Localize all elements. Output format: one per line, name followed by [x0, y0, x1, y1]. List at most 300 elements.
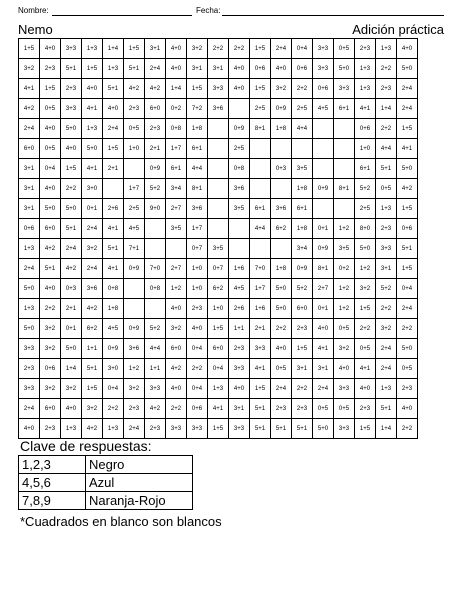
grid-cell[interactable]: 0+1 [313, 219, 334, 239]
grid-cell[interactable]: 0+4 [187, 339, 208, 359]
grid-cell[interactable]: 2+4 [19, 399, 40, 419]
grid-cell[interactable]: 1+7 [166, 139, 187, 159]
grid-cell[interactable]: 5+0 [61, 119, 82, 139]
grid-cell[interactable] [313, 199, 334, 219]
grid-cell[interactable]: 0+3 [271, 159, 292, 179]
grid-cell[interactable]: 2+1 [145, 139, 166, 159]
grid-cell[interactable]: 6+0 [40, 219, 61, 239]
grid-cell[interactable] [313, 159, 334, 179]
grid-cell[interactable] [166, 239, 187, 259]
grid-cell[interactable]: 0+9 [103, 339, 124, 359]
grid-cell[interactable] [208, 199, 229, 219]
grid-cell[interactable] [145, 219, 166, 239]
grid-cell[interactable]: 4+1 [250, 359, 271, 379]
grid-cell[interactable] [103, 179, 124, 199]
grid-cell[interactable] [313, 139, 334, 159]
grid-cell[interactable]: 1+5 [250, 39, 271, 59]
grid-cell[interactable]: 4+0 [40, 119, 61, 139]
grid-cell[interactable]: 3+3 [229, 419, 250, 439]
grid-cell[interactable]: 1+8 [187, 119, 208, 139]
grid-cell[interactable]: 1+5 [292, 339, 313, 359]
grid-cell[interactable]: 3+3 [19, 379, 40, 399]
grid-cell[interactable]: 0+9 [313, 179, 334, 199]
grid-cell[interactable]: 4+1 [208, 399, 229, 419]
grid-cell[interactable]: 5+0 [82, 139, 103, 159]
grid-cell[interactable]: 2+4 [61, 239, 82, 259]
grid-cell[interactable]: 1+3 [376, 39, 397, 59]
grid-cell[interactable]: 0+8 [103, 279, 124, 299]
grid-cell[interactable]: 4+5 [313, 99, 334, 119]
grid-cell[interactable]: 6+1 [250, 199, 271, 219]
grid-cell[interactable]: 3+3 [313, 39, 334, 59]
grid-cell[interactable]: 3+5 [334, 239, 355, 259]
grid-cell[interactable] [250, 139, 271, 159]
grid-cell[interactable]: 0+5 [313, 399, 334, 419]
grid-cell[interactable]: 0+6 [250, 59, 271, 79]
grid-cell[interactable]: 4+2 [166, 359, 187, 379]
grid-cell[interactable]: 3+1 [208, 59, 229, 79]
grid-cell[interactable]: 4+2 [124, 79, 145, 99]
grid-cell[interactable]: 3+3 [208, 79, 229, 99]
grid-cell[interactable]: 4+1 [82, 99, 103, 119]
grid-cell[interactable]: 4+1 [103, 219, 124, 239]
grid-cell[interactable]: 0+7 [208, 259, 229, 279]
grid-cell[interactable]: 4+0 [61, 139, 82, 159]
grid-cell[interactable]: 3+2 [376, 319, 397, 339]
grid-cell[interactable]: 1+0 [187, 279, 208, 299]
grid-cell[interactable]: 9+0 [145, 199, 166, 219]
grid-cell[interactable]: 0+4 [103, 379, 124, 399]
grid-cell[interactable]: 2+2 [376, 59, 397, 79]
name-line[interactable] [52, 15, 192, 16]
grid-cell[interactable] [334, 139, 355, 159]
grid-cell[interactable]: 4+4 [292, 119, 313, 139]
grid-cell[interactable]: 4+0 [166, 379, 187, 399]
grid-cell[interactable]: 2+5 [355, 199, 376, 219]
grid-cell[interactable]: 2+3 [376, 79, 397, 99]
grid-cell[interactable]: 0+6 [397, 219, 418, 239]
grid-cell[interactable]: 3+2 [271, 79, 292, 99]
grid-cell[interactable]: 4+1 [103, 259, 124, 279]
grid-cell[interactable]: 2+2 [187, 359, 208, 379]
grid-cell[interactable]: 2+2 [40, 299, 61, 319]
grid-cell[interactable]: 5+1 [397, 239, 418, 259]
grid-cell[interactable]: 1+2 [334, 299, 355, 319]
grid-cell[interactable]: 0+2 [334, 259, 355, 279]
grid-cell[interactable]: 6+2 [82, 319, 103, 339]
grid-cell[interactable]: 0+9 [313, 239, 334, 259]
grid-cell[interactable]: 1+2 [334, 279, 355, 299]
grid-cell[interactable]: 3+3 [334, 419, 355, 439]
grid-cell[interactable]: 6+2 [208, 279, 229, 299]
grid-cell[interactable]: 0+4 [397, 279, 418, 299]
grid-cell[interactable]: 2+2 [103, 399, 124, 419]
grid-cell[interactable]: 5+1 [250, 419, 271, 439]
grid-cell[interactable]: 1+0 [208, 299, 229, 319]
grid-cell[interactable]: 5+1 [271, 419, 292, 439]
grid-cell[interactable]: 4+5 [229, 279, 250, 299]
grid-cell[interactable]: 1+2 [166, 279, 187, 299]
grid-cell[interactable] [208, 159, 229, 179]
grid-cell[interactable]: 2+1 [250, 319, 271, 339]
grid-cell[interactable]: 0+5 [124, 119, 145, 139]
date-line[interactable] [222, 15, 444, 16]
grid-cell[interactable]: 1+3 [103, 59, 124, 79]
grid-cell[interactable]: 1+2 [355, 259, 376, 279]
grid-cell[interactable]: 4+0 [19, 419, 40, 439]
grid-cell[interactable]: 3+1 [19, 199, 40, 219]
grid-cell[interactable]: 0+8 [145, 279, 166, 299]
grid-cell[interactable]: 3+2 [166, 319, 187, 339]
grid-cell[interactable]: 2+4 [103, 119, 124, 139]
grid-cell[interactable]: 3+3 [313, 59, 334, 79]
grid-cell[interactable]: 3+1 [313, 359, 334, 379]
grid-cell[interactable]: 0+4 [187, 379, 208, 399]
grid-cell[interactable]: 3+6 [208, 99, 229, 119]
grid-cell[interactable]: 1+3 [355, 59, 376, 79]
grid-cell[interactable]: 5+0 [334, 59, 355, 79]
grid-cell[interactable]: 2+3 [124, 399, 145, 419]
grid-cell[interactable]: 0+6 [313, 79, 334, 99]
grid-cell[interactable] [250, 239, 271, 259]
grid-cell[interactable]: 4+2 [145, 399, 166, 419]
grid-cell[interactable]: 3+1 [376, 259, 397, 279]
grid-cell[interactable]: 2+3 [187, 299, 208, 319]
grid-cell[interactable]: 1+4 [376, 419, 397, 439]
grid-cell[interactable]: 4+0 [397, 39, 418, 59]
grid-cell[interactable]: 2+1 [61, 299, 82, 319]
grid-cell[interactable]: 8+1 [250, 119, 271, 139]
grid-cell[interactable]: 4+5 [124, 219, 145, 239]
grid-cell[interactable]: 4+1 [313, 339, 334, 359]
grid-cell[interactable]: 1+8 [292, 219, 313, 239]
grid-cell[interactable]: 3+1 [229, 399, 250, 419]
grid-cell[interactable] [208, 219, 229, 239]
grid-cell[interactable]: 1+8 [103, 299, 124, 319]
grid-cell[interactable]: 3+5 [229, 199, 250, 219]
grid-cell[interactable]: 3+4 [166, 179, 187, 199]
grid-cell[interactable]: 2+3 [229, 339, 250, 359]
grid-cell[interactable]: 3+5 [208, 239, 229, 259]
grid-cell[interactable]: 1+3 [82, 39, 103, 59]
grid-cell[interactable]: 3+6 [82, 279, 103, 299]
grid-cell[interactable]: 3+1 [292, 359, 313, 379]
grid-cell[interactable] [334, 119, 355, 139]
grid-cell[interactable]: 5+1 [124, 59, 145, 79]
grid-cell[interactable] [292, 139, 313, 159]
grid-cell[interactable] [313, 119, 334, 139]
grid-cell[interactable]: 2+4 [124, 419, 145, 439]
grid-cell[interactable]: 0+1 [82, 199, 103, 219]
grid-cell[interactable]: 2+4 [19, 259, 40, 279]
grid-cell[interactable]: 3+3 [187, 419, 208, 439]
grid-cell[interactable]: 2+3 [355, 399, 376, 419]
grid-cell[interactable]: 3+2 [40, 379, 61, 399]
grid-cell[interactable]: 3+1 [19, 159, 40, 179]
grid-cell[interactable]: 1+3 [376, 199, 397, 219]
grid-cell[interactable]: 2+5 [250, 99, 271, 119]
grid-cell[interactable]: 5+1 [61, 59, 82, 79]
grid-cell[interactable]: 2+4 [376, 339, 397, 359]
grid-cell[interactable]: 0+5 [334, 399, 355, 419]
grid-cell[interactable]: 0+6 [292, 59, 313, 79]
grid-cell[interactable]: 7+0 [145, 259, 166, 279]
grid-cell[interactable]: 6+2 [271, 219, 292, 239]
grid-cell[interactable]: 5+0 [19, 319, 40, 339]
grid-cell[interactable] [334, 159, 355, 179]
grid-cell[interactable]: 2+4 [397, 79, 418, 99]
grid-cell[interactable]: 2+2 [355, 319, 376, 339]
grid-cell[interactable]: 0+9 [292, 259, 313, 279]
grid-cell[interactable]: 0+5 [40, 139, 61, 159]
grid-cell[interactable]: 2+3 [355, 39, 376, 59]
grid-cell[interactable]: 4+1 [355, 99, 376, 119]
grid-cell[interactable]: 0+9 [229, 119, 250, 139]
grid-cell[interactable]: 3+0 [82, 179, 103, 199]
grid-cell[interactable]: 4+2 [61, 259, 82, 279]
grid-cell[interactable]: 2+3 [124, 99, 145, 119]
grid-cell[interactable]: 4+2 [145, 79, 166, 99]
grid-cell[interactable]: 1+5 [208, 419, 229, 439]
grid-cell[interactable]: 1+5 [124, 39, 145, 59]
grid-cell[interactable] [124, 279, 145, 299]
grid-cell[interactable]: 1+5 [397, 199, 418, 219]
grid-cell[interactable]: 4+0 [229, 79, 250, 99]
grid-cell[interactable]: 1+3 [208, 379, 229, 399]
grid-cell[interactable]: 6+1 [166, 159, 187, 179]
grid-cell[interactable]: 5+0 [61, 339, 82, 359]
grid-cell[interactable]: 4+0 [271, 339, 292, 359]
grid-cell[interactable]: 2+2 [166, 399, 187, 419]
grid-cell[interactable]: 4+2 [82, 299, 103, 319]
grid-cell[interactable]: 3+3 [250, 339, 271, 359]
grid-cell[interactable] [229, 99, 250, 119]
grid-cell[interactable]: 2+3 [19, 359, 40, 379]
grid-cell[interactable]: 1+8 [271, 119, 292, 139]
grid-cell[interactable]: 4+0 [397, 399, 418, 419]
grid-cell[interactable]: 4+1 [19, 79, 40, 99]
grid-cell[interactable]: 1+4 [166, 79, 187, 99]
grid-cell[interactable]: 4+0 [313, 319, 334, 339]
grid-cell[interactable]: 1+5 [355, 419, 376, 439]
grid-cell[interactable]: 3+3 [376, 239, 397, 259]
grid-cell[interactable]: 6+0 [166, 339, 187, 359]
grid-cell[interactable]: 8+1 [334, 179, 355, 199]
grid-cell[interactable]: 1+3 [19, 239, 40, 259]
grid-cell[interactable]: 4+1 [355, 359, 376, 379]
grid-cell[interactable] [334, 199, 355, 219]
grid-cell[interactable]: 6+0 [208, 339, 229, 359]
grid-cell[interactable]: 6+0 [292, 299, 313, 319]
grid-cell[interactable]: 5+1 [103, 79, 124, 99]
grid-cell[interactable]: 1+5 [250, 79, 271, 99]
grid-cell[interactable]: 6+0 [19, 139, 40, 159]
grid-cell[interactable]: 1+5 [61, 159, 82, 179]
grid-cell[interactable]: 1+3 [61, 419, 82, 439]
grid-cell[interactable]: 2+7 [313, 279, 334, 299]
grid-cell[interactable]: 3+6 [229, 179, 250, 199]
grid-cell[interactable]: 1+5 [397, 119, 418, 139]
grid-cell[interactable]: 4+0 [166, 59, 187, 79]
grid-cell[interactable]: 0+4 [208, 359, 229, 379]
grid-cell[interactable]: 2+2 [397, 319, 418, 339]
grid-cell[interactable] [229, 219, 250, 239]
grid-cell[interactable]: 3+3 [145, 379, 166, 399]
grid-cell[interactable]: 2+4 [313, 379, 334, 399]
grid-cell[interactable]: 0+9 [124, 319, 145, 339]
grid-cell[interactable] [271, 239, 292, 259]
grid-cell[interactable]: 5+0 [397, 59, 418, 79]
grid-cell[interactable]: 6+1 [355, 159, 376, 179]
grid-cell[interactable]: 3+2 [19, 59, 40, 79]
grid-cell[interactable]: 0+5 [397, 359, 418, 379]
grid-cell[interactable]: 3+2 [187, 39, 208, 59]
grid-cell[interactable]: 1+4 [61, 359, 82, 379]
grid-cell[interactable]: 4+2 [19, 99, 40, 119]
grid-cell[interactable]: 0+5 [376, 179, 397, 199]
grid-cell[interactable] [208, 179, 229, 199]
grid-cell[interactable]: 3+6 [271, 199, 292, 219]
grid-cell[interactable]: 3+2 [334, 339, 355, 359]
grid-cell[interactable]: 5+0 [313, 419, 334, 439]
grid-cell[interactable]: 3+6 [187, 199, 208, 219]
grid-cell[interactable]: 6+1 [187, 139, 208, 159]
grid-cell[interactable]: 5+2 [355, 179, 376, 199]
grid-cell[interactable]: 1+6 [229, 259, 250, 279]
grid-cell[interactable]: 3+1 [187, 59, 208, 79]
grid-cell[interactable]: 2+3 [61, 79, 82, 99]
grid-cell[interactable]: 1+5 [187, 79, 208, 99]
grid-cell[interactable]: 0+6 [19, 219, 40, 239]
grid-cell[interactable]: 8+1 [313, 259, 334, 279]
grid-cell[interactable]: 2+7 [166, 199, 187, 219]
grid-cell[interactable]: 5+0 [355, 239, 376, 259]
grid-cell[interactable]: 1+5 [103, 139, 124, 159]
grid-cell[interactable]: 4+4 [145, 339, 166, 359]
grid-cell[interactable]: 2+3 [271, 399, 292, 419]
grid-cell[interactable]: 3+3 [334, 79, 355, 99]
grid-cell[interactable]: 1+0 [187, 259, 208, 279]
grid-cell[interactable]: 5+1 [40, 259, 61, 279]
grid-cell[interactable]: 1+8 [292, 179, 313, 199]
grid-cell[interactable]: 6+0 [145, 99, 166, 119]
grid-cell[interactable]: 1+1 [229, 319, 250, 339]
grid-cell[interactable]: 2+2 [61, 179, 82, 199]
grid-cell[interactable]: 1+7 [250, 279, 271, 299]
grid-cell[interactable]: 4+5 [103, 319, 124, 339]
grid-cell[interactable]: 4+2 [40, 239, 61, 259]
grid-cell[interactable]: 2+3 [145, 419, 166, 439]
grid-cell[interactable]: 1+3 [19, 299, 40, 319]
grid-cell[interactable]: 2+1 [103, 159, 124, 179]
grid-cell[interactable] [208, 139, 229, 159]
grid-cell[interactable]: 5+1 [61, 219, 82, 239]
grid-cell[interactable]: 1+4 [376, 99, 397, 119]
grid-cell[interactable]: 0+5 [334, 319, 355, 339]
grid-cell[interactable]: 0+6 [355, 119, 376, 139]
grid-cell[interactable]: 2+2 [208, 39, 229, 59]
grid-cell[interactable]: 1+6 [250, 299, 271, 319]
grid-cell[interactable]: 1+5 [250, 379, 271, 399]
grid-cell[interactable]: 4+2 [82, 419, 103, 439]
grid-cell[interactable]: 6+1 [292, 199, 313, 219]
grid-cell[interactable]: 5+2 [292, 279, 313, 299]
grid-cell[interactable]: 2+2 [229, 39, 250, 59]
grid-cell[interactable]: 4+0 [166, 299, 187, 319]
grid-cell[interactable]: 2+3 [145, 119, 166, 139]
grid-cell[interactable]: 2+2 [271, 319, 292, 339]
grid-cell[interactable]: 2+2 [397, 419, 418, 439]
grid-cell[interactable]: 3+3 [166, 419, 187, 439]
grid-cell[interactable]: 1+8 [271, 259, 292, 279]
grid-cell[interactable]: 2+4 [82, 259, 103, 279]
grid-cell[interactable]: 2+4 [19, 119, 40, 139]
grid-cell[interactable]: 3+5 [292, 159, 313, 179]
grid-cell[interactable]: 4+0 [40, 279, 61, 299]
grid-cell[interactable]: 2+4 [82, 219, 103, 239]
grid-cell[interactable]: 2+2 [376, 119, 397, 139]
grid-cell[interactable]: 3+1 [19, 179, 40, 199]
grid-cell[interactable] [124, 299, 145, 319]
grid-cell[interactable]: 1+2 [334, 219, 355, 239]
grid-cell[interactable]: 3+2 [40, 339, 61, 359]
grid-cell[interactable]: 6+1 [334, 99, 355, 119]
grid-cell[interactable]: 2+4 [397, 99, 418, 119]
grid-cell[interactable]: 1+1 [82, 339, 103, 359]
grid-cell[interactable]: 1+3 [82, 119, 103, 139]
grid-cell[interactable]: 4+4 [250, 219, 271, 239]
grid-cell[interactable]: 4+2 [397, 179, 418, 199]
grid-cell[interactable]: 3+6 [124, 339, 145, 359]
grid-cell[interactable]: 4+0 [166, 39, 187, 59]
grid-cell[interactable]: 0+9 [271, 99, 292, 119]
grid-cell[interactable]: 3+2 [82, 399, 103, 419]
grid-cell[interactable]: 0+9 [145, 159, 166, 179]
grid-cell[interactable]: 5+0 [19, 279, 40, 299]
grid-cell[interactable]: 1+3 [103, 419, 124, 439]
grid-cell[interactable]: 3+3 [19, 339, 40, 359]
grid-cell[interactable]: 2+6 [103, 199, 124, 219]
grid-cell[interactable]: 4+0 [334, 359, 355, 379]
grid-cell[interactable]: 0+1 [313, 299, 334, 319]
grid-cell[interactable]: 0+1 [61, 319, 82, 339]
grid-cell[interactable]: 7+0 [250, 259, 271, 279]
grid-cell[interactable]: 8+1 [187, 179, 208, 199]
grid-cell[interactable]: 3+0 [103, 359, 124, 379]
grid-cell[interactable]: 0+5 [334, 39, 355, 59]
grid-cell[interactable]: 2+4 [271, 39, 292, 59]
grid-cell[interactable]: 2+4 [376, 359, 397, 379]
grid-cell[interactable]: 0+5 [355, 339, 376, 359]
grid-cell[interactable]: 2+4 [145, 59, 166, 79]
grid-cell[interactable]: 0+8 [229, 159, 250, 179]
grid-cell[interactable]: 3+4 [292, 239, 313, 259]
grid-cell[interactable]: 3+1 [145, 39, 166, 59]
grid-cell[interactable]: 3+3 [334, 379, 355, 399]
grid-cell[interactable]: 3+5 [166, 219, 187, 239]
grid-cell[interactable]: 5+1 [103, 239, 124, 259]
grid-cell[interactable]: 2+3 [292, 399, 313, 419]
grid-cell[interactable]: 2+5 [124, 199, 145, 219]
grid-cell[interactable]: 2+4 [271, 379, 292, 399]
grid-cell[interactable]: 1+2 [124, 359, 145, 379]
grid-cell[interactable]: 5+0 [61, 199, 82, 219]
grid-cell[interactable] [145, 239, 166, 259]
grid-cell[interactable] [229, 239, 250, 259]
grid-cell[interactable]: 1+5 [397, 259, 418, 279]
grid-cell[interactable]: 5+0 [397, 159, 418, 179]
grid-cell[interactable]: 4+4 [187, 159, 208, 179]
